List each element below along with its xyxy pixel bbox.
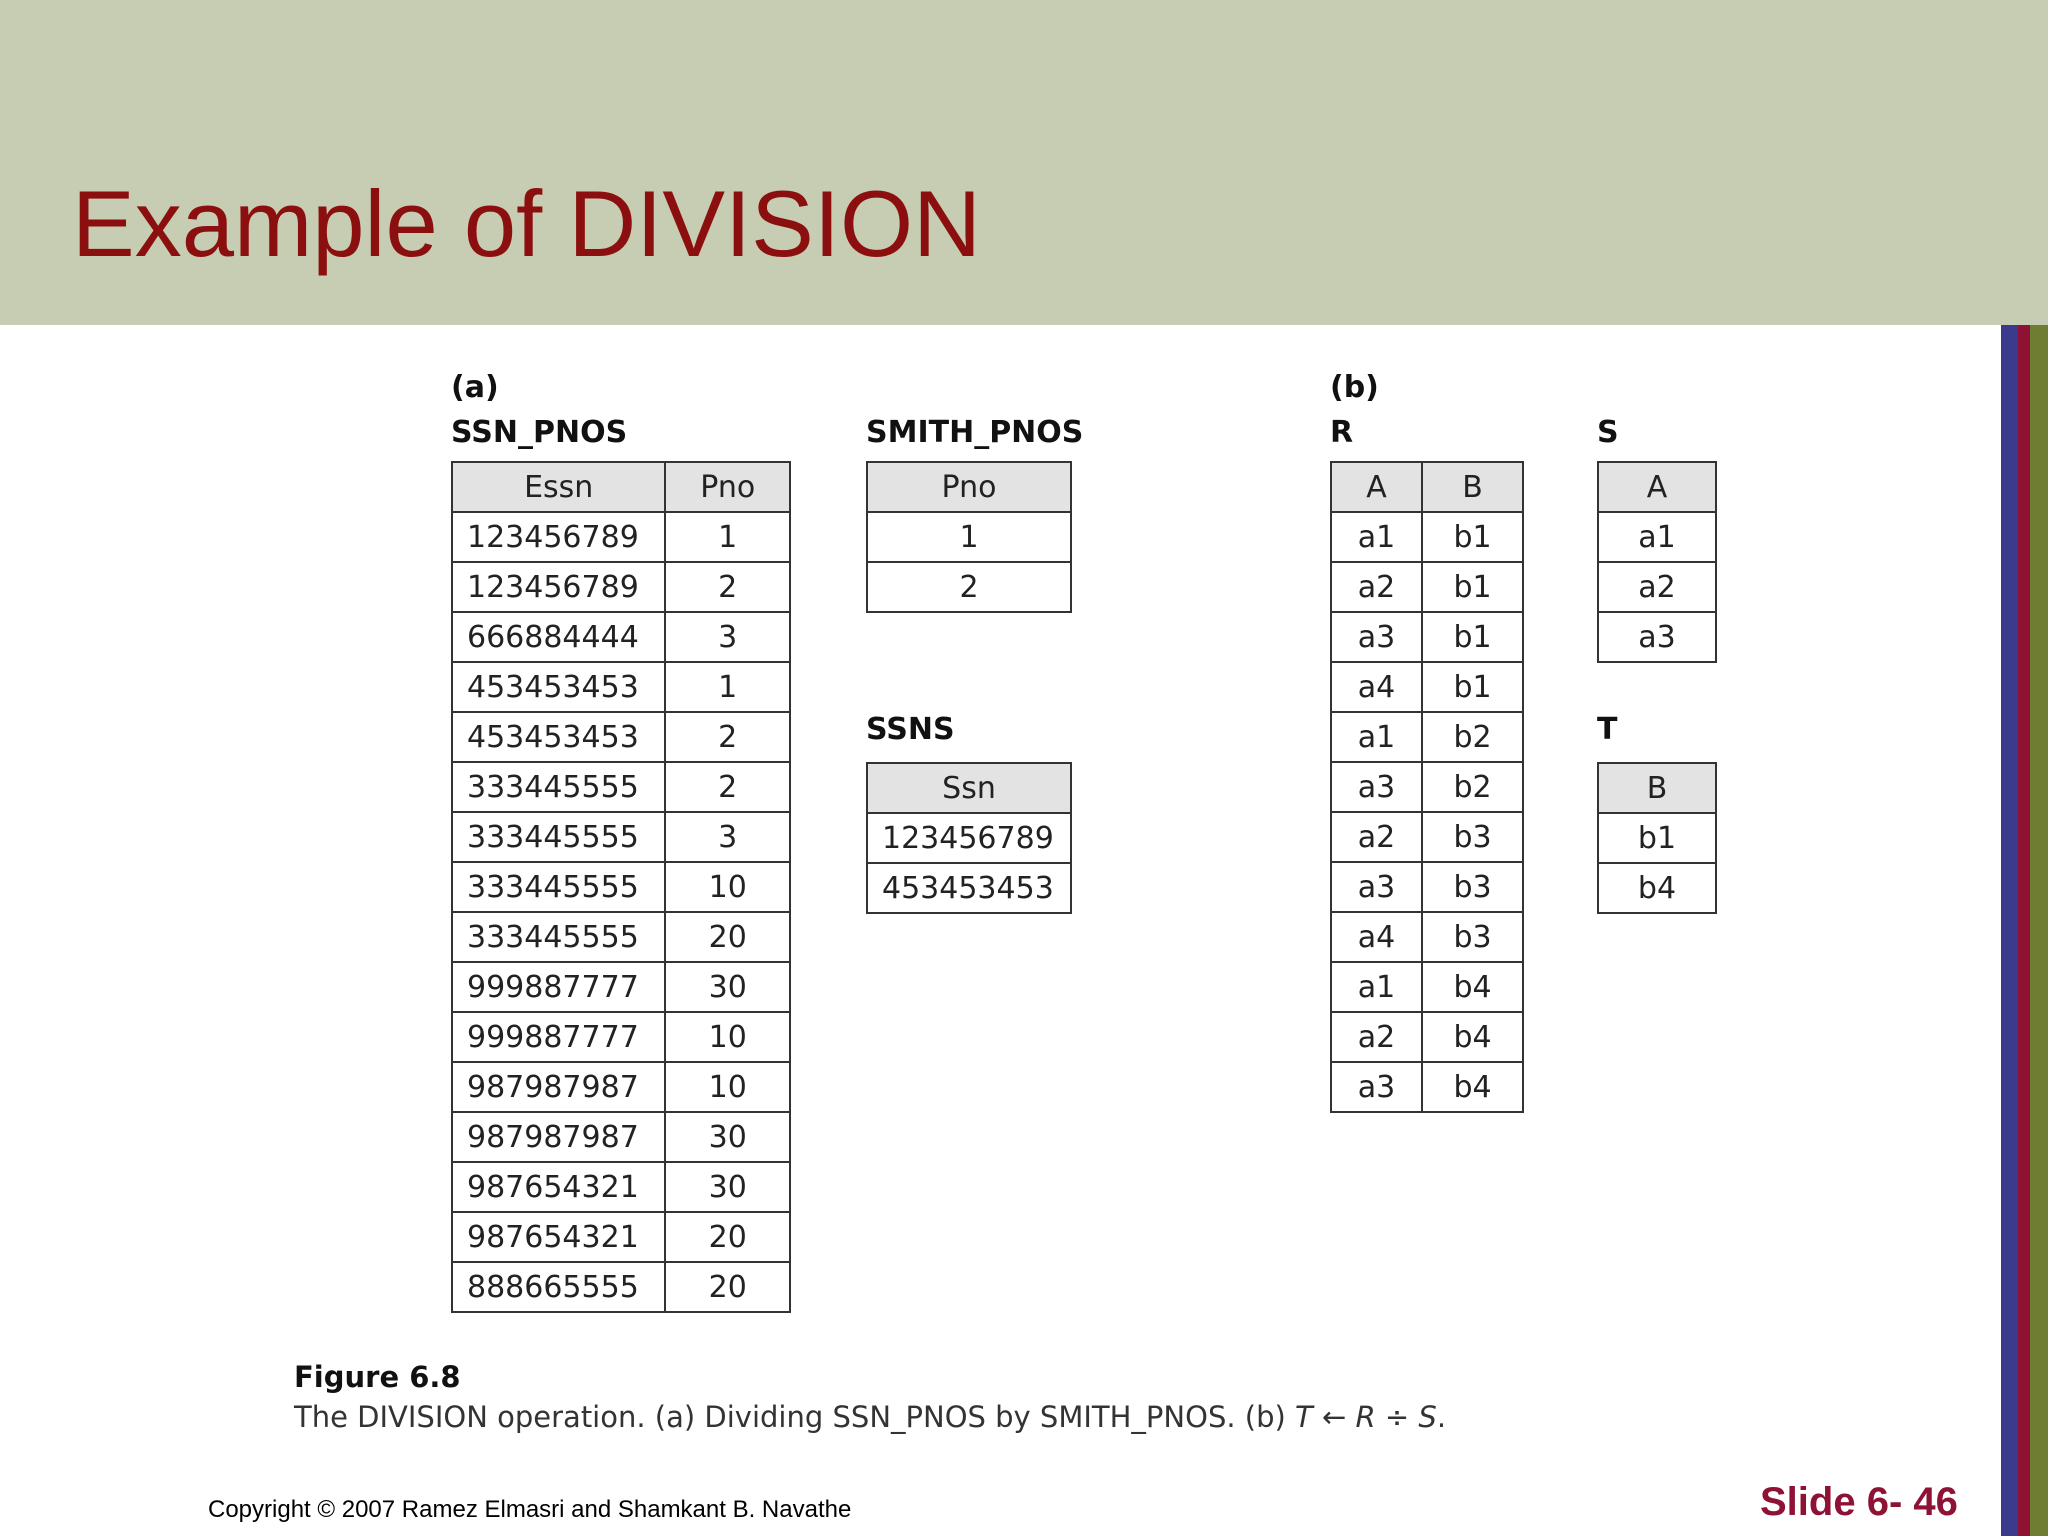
table-cell: 1	[665, 662, 790, 712]
t-name: T	[1597, 712, 1618, 747]
side-bar-olive	[2030, 325, 2048, 1536]
table-cell: b4	[1422, 962, 1523, 1012]
table-cell: 987654321	[452, 1212, 665, 1262]
ssn-pnos-name: SSN_PNOS	[451, 415, 628, 450]
table-cell: a2	[1331, 562, 1422, 612]
table-row	[452, 1212, 790, 1262]
table-cell: 453453453	[867, 863, 1071, 913]
table-cell: 2	[867, 562, 1071, 612]
table-cell: 2	[665, 562, 790, 612]
table-cell: 888665555	[452, 1262, 665, 1312]
table-row	[1331, 862, 1523, 912]
table-cell: a1	[1331, 712, 1422, 762]
table-cell: 30	[665, 1112, 790, 1162]
table-cell: 20	[665, 1212, 790, 1262]
table-row	[452, 812, 790, 862]
table-cell: 3	[665, 812, 790, 862]
table-row	[1331, 962, 1523, 1012]
caption-arrow: ←	[1312, 1400, 1356, 1434]
caption-s: S	[1418, 1400, 1437, 1434]
table-cell: 10	[665, 1062, 790, 1112]
table-row	[1331, 912, 1523, 962]
table-row	[452, 762, 790, 812]
table-cell: 3	[665, 612, 790, 662]
table-cell: a1	[1598, 512, 1716, 562]
column-header: A	[1598, 462, 1716, 512]
table-row	[1331, 1062, 1523, 1112]
caption-text-main: The DIVISION operation. (a) Dividing SSN_PNOS by SMITH_PNOS. (b)	[294, 1400, 1296, 1434]
header-row	[867, 462, 1071, 512]
table-row	[1331, 1012, 1523, 1062]
table-cell: 123456789	[452, 562, 665, 612]
table-row	[1598, 562, 1716, 612]
table-cell: a2	[1598, 562, 1716, 612]
table-cell: b2	[1422, 712, 1523, 762]
figure-caption-title: Figure 6.8	[294, 1360, 461, 1394]
table-cell: 333445555	[452, 812, 665, 862]
table-cell: 999887777	[452, 962, 665, 1012]
smith-pnos-name: SMITH_PNOS	[866, 415, 1084, 450]
caption-r: R	[1355, 1400, 1376, 1434]
table-cell: b3	[1422, 812, 1523, 862]
column-header: Essn	[452, 462, 665, 512]
table-row	[1598, 512, 1716, 562]
table-cell: a1	[1331, 962, 1422, 1012]
column-header: B	[1422, 462, 1523, 512]
t-table	[1597, 762, 1717, 914]
table-row	[452, 1112, 790, 1162]
table-cell: 333445555	[452, 912, 665, 962]
table-row	[1331, 762, 1523, 812]
caption-t: T	[1295, 1400, 1313, 1434]
column-header: Pno	[867, 462, 1071, 512]
table-cell: 20	[665, 912, 790, 962]
table-row	[1331, 712, 1523, 762]
table-row	[452, 612, 790, 662]
table-cell: 2	[665, 712, 790, 762]
side-bar-blue	[2001, 325, 2018, 1536]
table-cell: 123456789	[452, 512, 665, 562]
table-cell: b1	[1422, 612, 1523, 662]
table-cell: b1	[1422, 512, 1523, 562]
table-cell: 333445555	[452, 862, 665, 912]
table-row	[452, 662, 790, 712]
slide-number: Slide 6- 46	[1760, 1480, 1958, 1524]
column-header: Ssn	[867, 763, 1071, 813]
table-cell: a3	[1331, 612, 1422, 662]
table-cell: a2	[1331, 1012, 1422, 1062]
table-cell: 30	[665, 962, 790, 1012]
table-cell: a2	[1331, 812, 1422, 862]
table-cell: 20	[665, 1262, 790, 1312]
table-row	[867, 512, 1071, 562]
table-cell: 1	[665, 512, 790, 562]
column-header: A	[1331, 462, 1422, 512]
table-cell: a3	[1331, 862, 1422, 912]
s-table	[1597, 461, 1717, 663]
table-row	[452, 712, 790, 762]
table-row	[452, 962, 790, 1012]
table-cell: a4	[1331, 912, 1422, 962]
table-cell: b4	[1422, 1012, 1523, 1062]
table-row	[1331, 662, 1523, 712]
table-cell: b3	[1422, 912, 1523, 962]
figure-caption-text	[294, 1400, 1446, 1434]
table-cell: 987987987	[452, 1112, 665, 1162]
table-cell: a1	[1331, 512, 1422, 562]
header-row	[867, 763, 1071, 813]
caption-period: .	[1436, 1400, 1447, 1434]
table-cell: b4	[1598, 863, 1716, 913]
r-name: R	[1330, 415, 1354, 450]
table-cell: b4	[1422, 1062, 1523, 1112]
ssns-name: SSNS	[866, 712, 955, 747]
part-b-label: (b)	[1330, 370, 1379, 405]
table-cell: a4	[1331, 662, 1422, 712]
table-cell: 987654321	[452, 1162, 665, 1212]
table-row	[1331, 512, 1523, 562]
table-cell: 999887777	[452, 1012, 665, 1062]
header-row	[1598, 763, 1716, 813]
table-row	[452, 1012, 790, 1062]
smith-pnos-table	[866, 461, 1072, 613]
table-row	[452, 1062, 790, 1112]
header-row	[452, 462, 790, 512]
column-header: B	[1598, 763, 1716, 813]
table-cell: 10	[665, 1012, 790, 1062]
table-cell: 453453453	[452, 712, 665, 762]
r-table	[1330, 461, 1524, 1113]
table-cell: b1	[1598, 813, 1716, 863]
table-cell: 987987987	[452, 1062, 665, 1112]
table-row	[867, 863, 1071, 913]
table-cell: b1	[1422, 662, 1523, 712]
ssns-table	[866, 762, 1072, 914]
table-row	[452, 912, 790, 962]
part-a-label: (a)	[451, 370, 499, 405]
table-cell: 30	[665, 1162, 790, 1212]
table-row	[452, 512, 790, 562]
table-row	[452, 562, 790, 612]
ssn-pnos-table	[451, 461, 791, 1313]
table-row	[1331, 562, 1523, 612]
header-row	[1331, 462, 1523, 512]
side-bar-red	[2018, 325, 2030, 1536]
table-row	[1598, 813, 1716, 863]
table-cell: a3	[1331, 1062, 1422, 1112]
table-cell: b1	[1422, 562, 1523, 612]
table-cell: 1	[867, 512, 1071, 562]
header-row	[1598, 462, 1716, 512]
slide-title: Example of DIVISION	[72, 171, 981, 276]
table-row	[867, 562, 1071, 612]
table-cell: a3	[1598, 612, 1716, 662]
table-cell: 2	[665, 762, 790, 812]
table-row	[1598, 612, 1716, 662]
caption-divide: ÷	[1375, 1400, 1419, 1434]
table-cell: 123456789	[867, 813, 1071, 863]
table-cell: b2	[1422, 762, 1523, 812]
s-name: S	[1597, 415, 1619, 450]
table-row	[867, 813, 1071, 863]
table-cell: b3	[1422, 862, 1523, 912]
table-cell: 453453453	[452, 662, 665, 712]
table-cell: 333445555	[452, 762, 665, 812]
table-cell: a3	[1331, 762, 1422, 812]
column-header: Pno	[665, 462, 790, 512]
table-row	[1331, 812, 1523, 862]
table-row	[452, 1162, 790, 1212]
table-cell: 666884444	[452, 612, 665, 662]
copyright-notice: Copyright © 2007 Ramez Elmasri and Shamkant B. Navathe	[208, 1496, 852, 1523]
table-row	[1331, 612, 1523, 662]
table-cell: 10	[665, 862, 790, 912]
table-row	[452, 862, 790, 912]
table-row	[1598, 863, 1716, 913]
table-row	[452, 1262, 790, 1312]
